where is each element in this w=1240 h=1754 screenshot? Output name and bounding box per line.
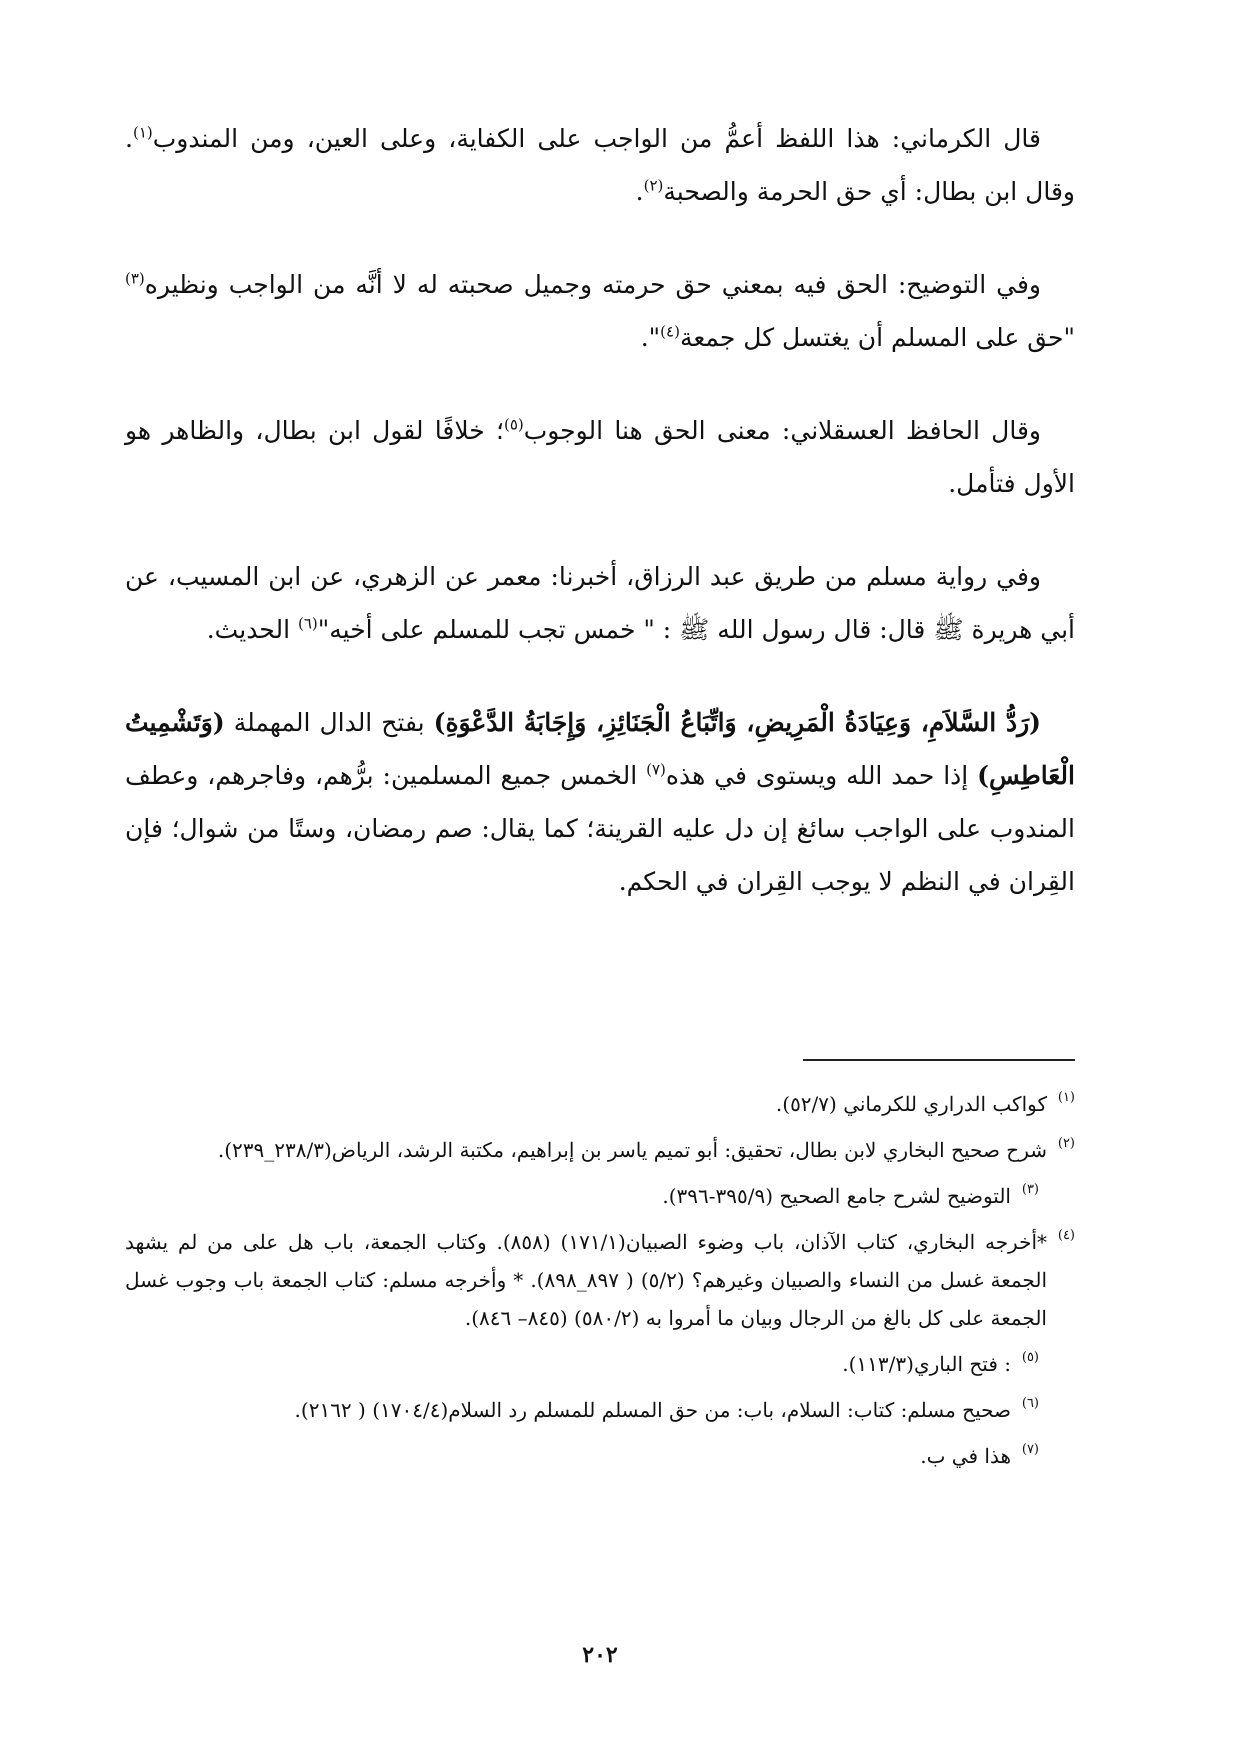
paragraph-tawdih: وفي التوضيح: الحق فيه بمعني حق حرمته وجميل صحبته له لا أنَّه من الواجب ونظيره$^{(٣)}$ "حق على المسلم أن يغتسل كل جمعة$^{(٤)}$". <box>125 269 1075 352</box>
footnote-mark: (٥) <box>1021 1350 1039 1365</box>
hadith-text-bold: (رَدُّ السَّلاَمِ، وَعِيَادَةُ الْمَرِيضِ، وَاتِّبَاعُ الْجَنَائِزِ، وَإِجَابَةُ الدَّعْوَةِ) <box>433 708 1041 737</box>
paragraph-five-rights: (رَدُّ السَّلاَمِ، وَعِيَادَةُ الْمَرِيضِ، وَاتِّبَاعُ الْجَنَائِزِ، وَإِجَابَةُ الدَّعْوَةِ) بفتح الدال المهملة (وَتَشْمِيتُ الْعَاطِسِ) إذا حمد الله ويستوى في هذه$^{(٧)}$ الخمس جميع المسلمين: برُّهم، وفاجرهم، وعطف المندوب على الواجب سائغ إن دل عليه القرينة؛ كما يقال: صم رمضان، وستًا من شوال؛ فإن القِران في النظم لا يوجب القِران في الحكم. <box>125 708 1075 896</box>
footnote-text: كواكب الدراري للكرماني (٥٢/٧). <box>775 1092 1047 1116</box>
paragraph-asqalani: وقال الحافظ العسقلاني: معنى الحق هنا الوجوب$^{(٥)}$؛ خلافًا لقول ابن بطال، والظاهر هو الأول فتأمل. <box>125 415 1075 498</box>
footnote-mark: (٤) <box>1057 1228 1075 1243</box>
footnote-ref[interactable]: (٢) <box>643 176 664 195</box>
document-page <box>125 0 1075 1754</box>
footnote-4 <box>125 1223 1075 1337</box>
footnote-text: هذا في ب. <box>920 1444 1011 1468</box>
paragraph-kirmani: قال الكرماني: هذا اللفظ أعمُّ من الواجب على الكفاية، وعلى العين، ومن المندوب$^{(١)}$. وقال ابن بطال: أي حق الحرمة والصحبة$^{(٢)}$. <box>125 123 1075 206</box>
footnote-1 <box>125 1085 1075 1123</box>
footnote-6 <box>125 1391 1075 1429</box>
footnote-ref[interactable]: (٧) <box>646 760 666 779</box>
footnote-text: صحيح مسلم: كتاب: السلام، باب: من حق المسلم للمسلم رد السلام(١٧٠٤/٤) ( ٢١٦٢). <box>294 1398 1011 1422</box>
footnote-ref[interactable]: (٣) <box>125 269 145 288</box>
footnotes <box>125 1085 1075 1483</box>
paragraph-muslim-narration: وفي رواية مسلم من طريق عبد الرزاق، أخبرنا: معمر عن الزهري، عن ابن المسيب، عن أبي هريرة ﷺ قال: قال رسول الله ﷺ : " خمس تجب للمسلم على أخيه"$^{(٦)}$ الحديث. <box>125 562 1075 644</box>
footnote-text: شرح صحيح البخاري لابن بطال، تحقيق: أبو تميم ياسر بن إبراهيم، مكتبة الرشد، الرياض(٢٣٨/٣_٢٣٩). <box>217 1138 1047 1162</box>
footnote-5 <box>125 1345 1075 1383</box>
footnote-7 <box>125 1437 1075 1475</box>
footnote-mark: (٢) <box>1057 1136 1075 1151</box>
footnote-ref[interactable]: (٦) <box>297 614 318 633</box>
footnote-mark: (٣) <box>1021 1182 1039 1197</box>
footnote-2 <box>125 1131 1075 1169</box>
footnote-mark: (١) <box>1057 1090 1075 1105</box>
page-number: ٢٠٢ <box>582 1642 618 1668</box>
footnote-3 <box>125 1177 1075 1215</box>
body-text <box>125 112 1075 908</box>
footnote-mark: (٦) <box>1021 1396 1039 1411</box>
footnote-separator <box>803 1059 1075 1061</box>
hadith-text-bold: (وَتَشْمِيتُ الْعَاطِسِ) <box>125 708 1075 790</box>
footnote-text: *أخرجه البخاري، كتاب الآذان، باب وضوء الصبيان(١٧١/١) (٨٥٨). وكتاب الجمعة، باب هل على من لم يشهد الجمعة غسل من النساء والصبيان وغيرهم؟ (٥/٢) ( ٨٩٧_٨٩٨). * وأخرجه مسلم: كتاب الجمعة باب وجوب غسل الجمعة على كل بالغ من الرجال وبيان ما أمروا به (٥٨٠/٢) (٨٤٥– ٨٤٦). <box>125 1230 1048 1330</box>
footnote-text: : فتح الباري(١١٣/٣). <box>842 1352 1011 1376</box>
footnote-text: التوضيح لشرح جامع الصحيح (٣٩٥/٩-٣٩٦). <box>662 1184 1011 1208</box>
footnote-ref[interactable]: (١) <box>132 123 153 142</box>
footnote-ref[interactable]: (٤) <box>660 322 680 341</box>
footnote-mark: (٧) <box>1021 1442 1039 1457</box>
footnote-ref[interactable]: (٥) <box>503 415 524 434</box>
